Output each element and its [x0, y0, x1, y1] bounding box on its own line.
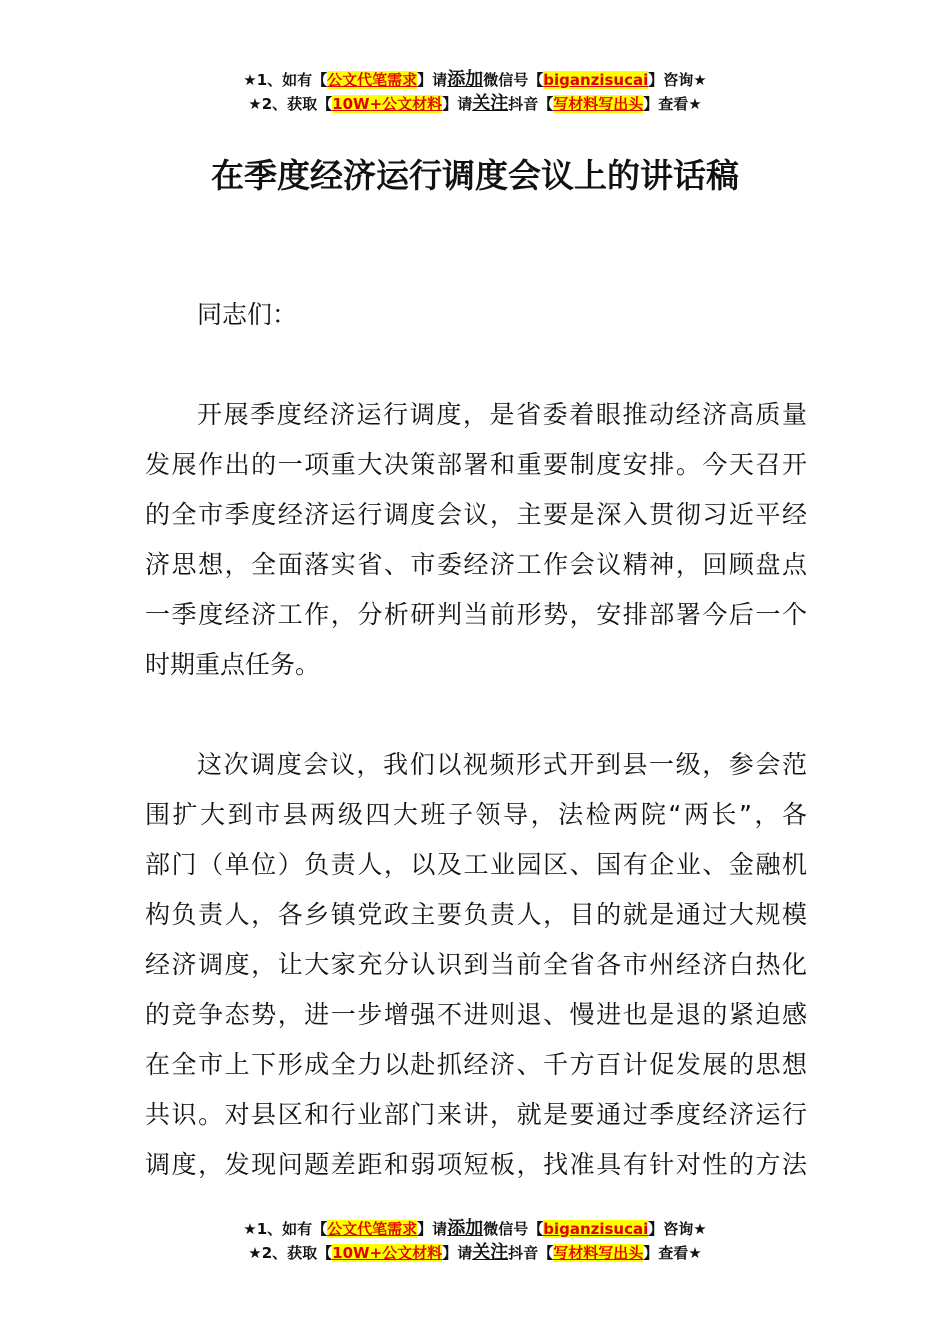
text: 微信号【 [483, 1220, 544, 1238]
text-line: 调度，发现问题差距和弱项短板，找准具有针对性的方法 [145, 1150, 807, 1179]
text-line: 发展作出的一项重大决策部署和重要制度安排。今天召开 [145, 450, 807, 479]
highlight: 写材料写出头 [553, 95, 644, 113]
emphasis: 关注 [472, 1242, 509, 1263]
text: 】请 [417, 1220, 448, 1238]
header-banner [0, 68, 950, 116]
text: 抖音【 [508, 1244, 554, 1262]
banner-line-1 [0, 68, 950, 92]
highlight: 10W+公文材料 [332, 1244, 443, 1262]
banner-line-1 [0, 1217, 950, 1241]
highlight: 公文代笔需求 [327, 1220, 418, 1238]
text: ★2、获取【 [248, 1244, 333, 1262]
paragraph [145, 740, 807, 1190]
text-line: 开展季度经济运行调度，是省委着眼推动经济高质量 [197, 400, 807, 429]
text: 抖音【 [508, 95, 554, 113]
highlight: 公文代笔需求 [327, 71, 418, 89]
text: ★1、如有【 [243, 1220, 328, 1238]
text-line: 的竞争态势，进一步增强不进则退、慢进也是退的紧迫感 [145, 1000, 807, 1029]
emphasis: 关注 [472, 93, 509, 114]
text: ★1、如有【 [243, 71, 328, 89]
paragraph-gap [145, 690, 807, 740]
text: 】请 [442, 1244, 473, 1262]
highlight: biganzisucai [543, 1220, 649, 1238]
text: 】咨询★ [648, 71, 707, 89]
text-line: 共识。对县区和行业部门来讲，就是要通过季度经济运行 [145, 1100, 807, 1129]
paragraph [145, 390, 807, 690]
salutation: 同志们： [197, 300, 298, 329]
text-line: 经济调度，让大家充分认识到当前全省各市州经济白热化 [145, 950, 807, 979]
text: ★2、获取【 [248, 95, 333, 113]
text-line: 部门（单位）负责人，以及工业园区、国有企业、金融机 [145, 850, 807, 879]
banner-line-2 [0, 92, 950, 116]
emphasis: 添加 [447, 69, 484, 90]
text-line: 围扩大到市县两级四大班子领导，法检两院“两长”，各 [145, 800, 807, 829]
text-line: 一季度经济工作，分析研判当前形势，安排部署今后一个 [145, 600, 807, 629]
text-line: 在全市上下形成全力以赴抓经济、千方百计促发展的思想 [145, 1050, 807, 1079]
emphasis: 添加 [447, 1218, 484, 1239]
paragraph-gap [145, 340, 807, 390]
text: 】请 [417, 71, 448, 89]
document-title: 在季度经济运行调度会议上的讲话稿 [211, 156, 739, 195]
document-body [145, 290, 807, 1190]
footer-banner [0, 1217, 950, 1265]
text-line: 构负责人，各乡镇党政主要负责人，目的就是通过大规模 [145, 900, 807, 929]
banner-line-2 [0, 1241, 950, 1265]
text: 】请 [442, 95, 473, 113]
text: 】查看★ [643, 1244, 702, 1262]
text: 微信号【 [483, 71, 544, 89]
text-line: 的全市季度经济运行调度会议，主要是深入贯彻习近平经 [145, 500, 807, 529]
text-line: 这次调度会议，我们以视频形式开到县一级，参会范 [197, 750, 807, 779]
highlight: biganzisucai [543, 71, 649, 89]
highlight: 10W+公文材料 [332, 95, 443, 113]
text: 】咨询★ [648, 1220, 707, 1238]
text-line: 济思想，全面落实省、市委经济工作会议精神，回顾盘点 [145, 550, 807, 579]
text-line: 时期重点任务。 [145, 650, 321, 679]
text: 】查看★ [643, 95, 702, 113]
highlight: 写材料写出头 [553, 1244, 644, 1262]
